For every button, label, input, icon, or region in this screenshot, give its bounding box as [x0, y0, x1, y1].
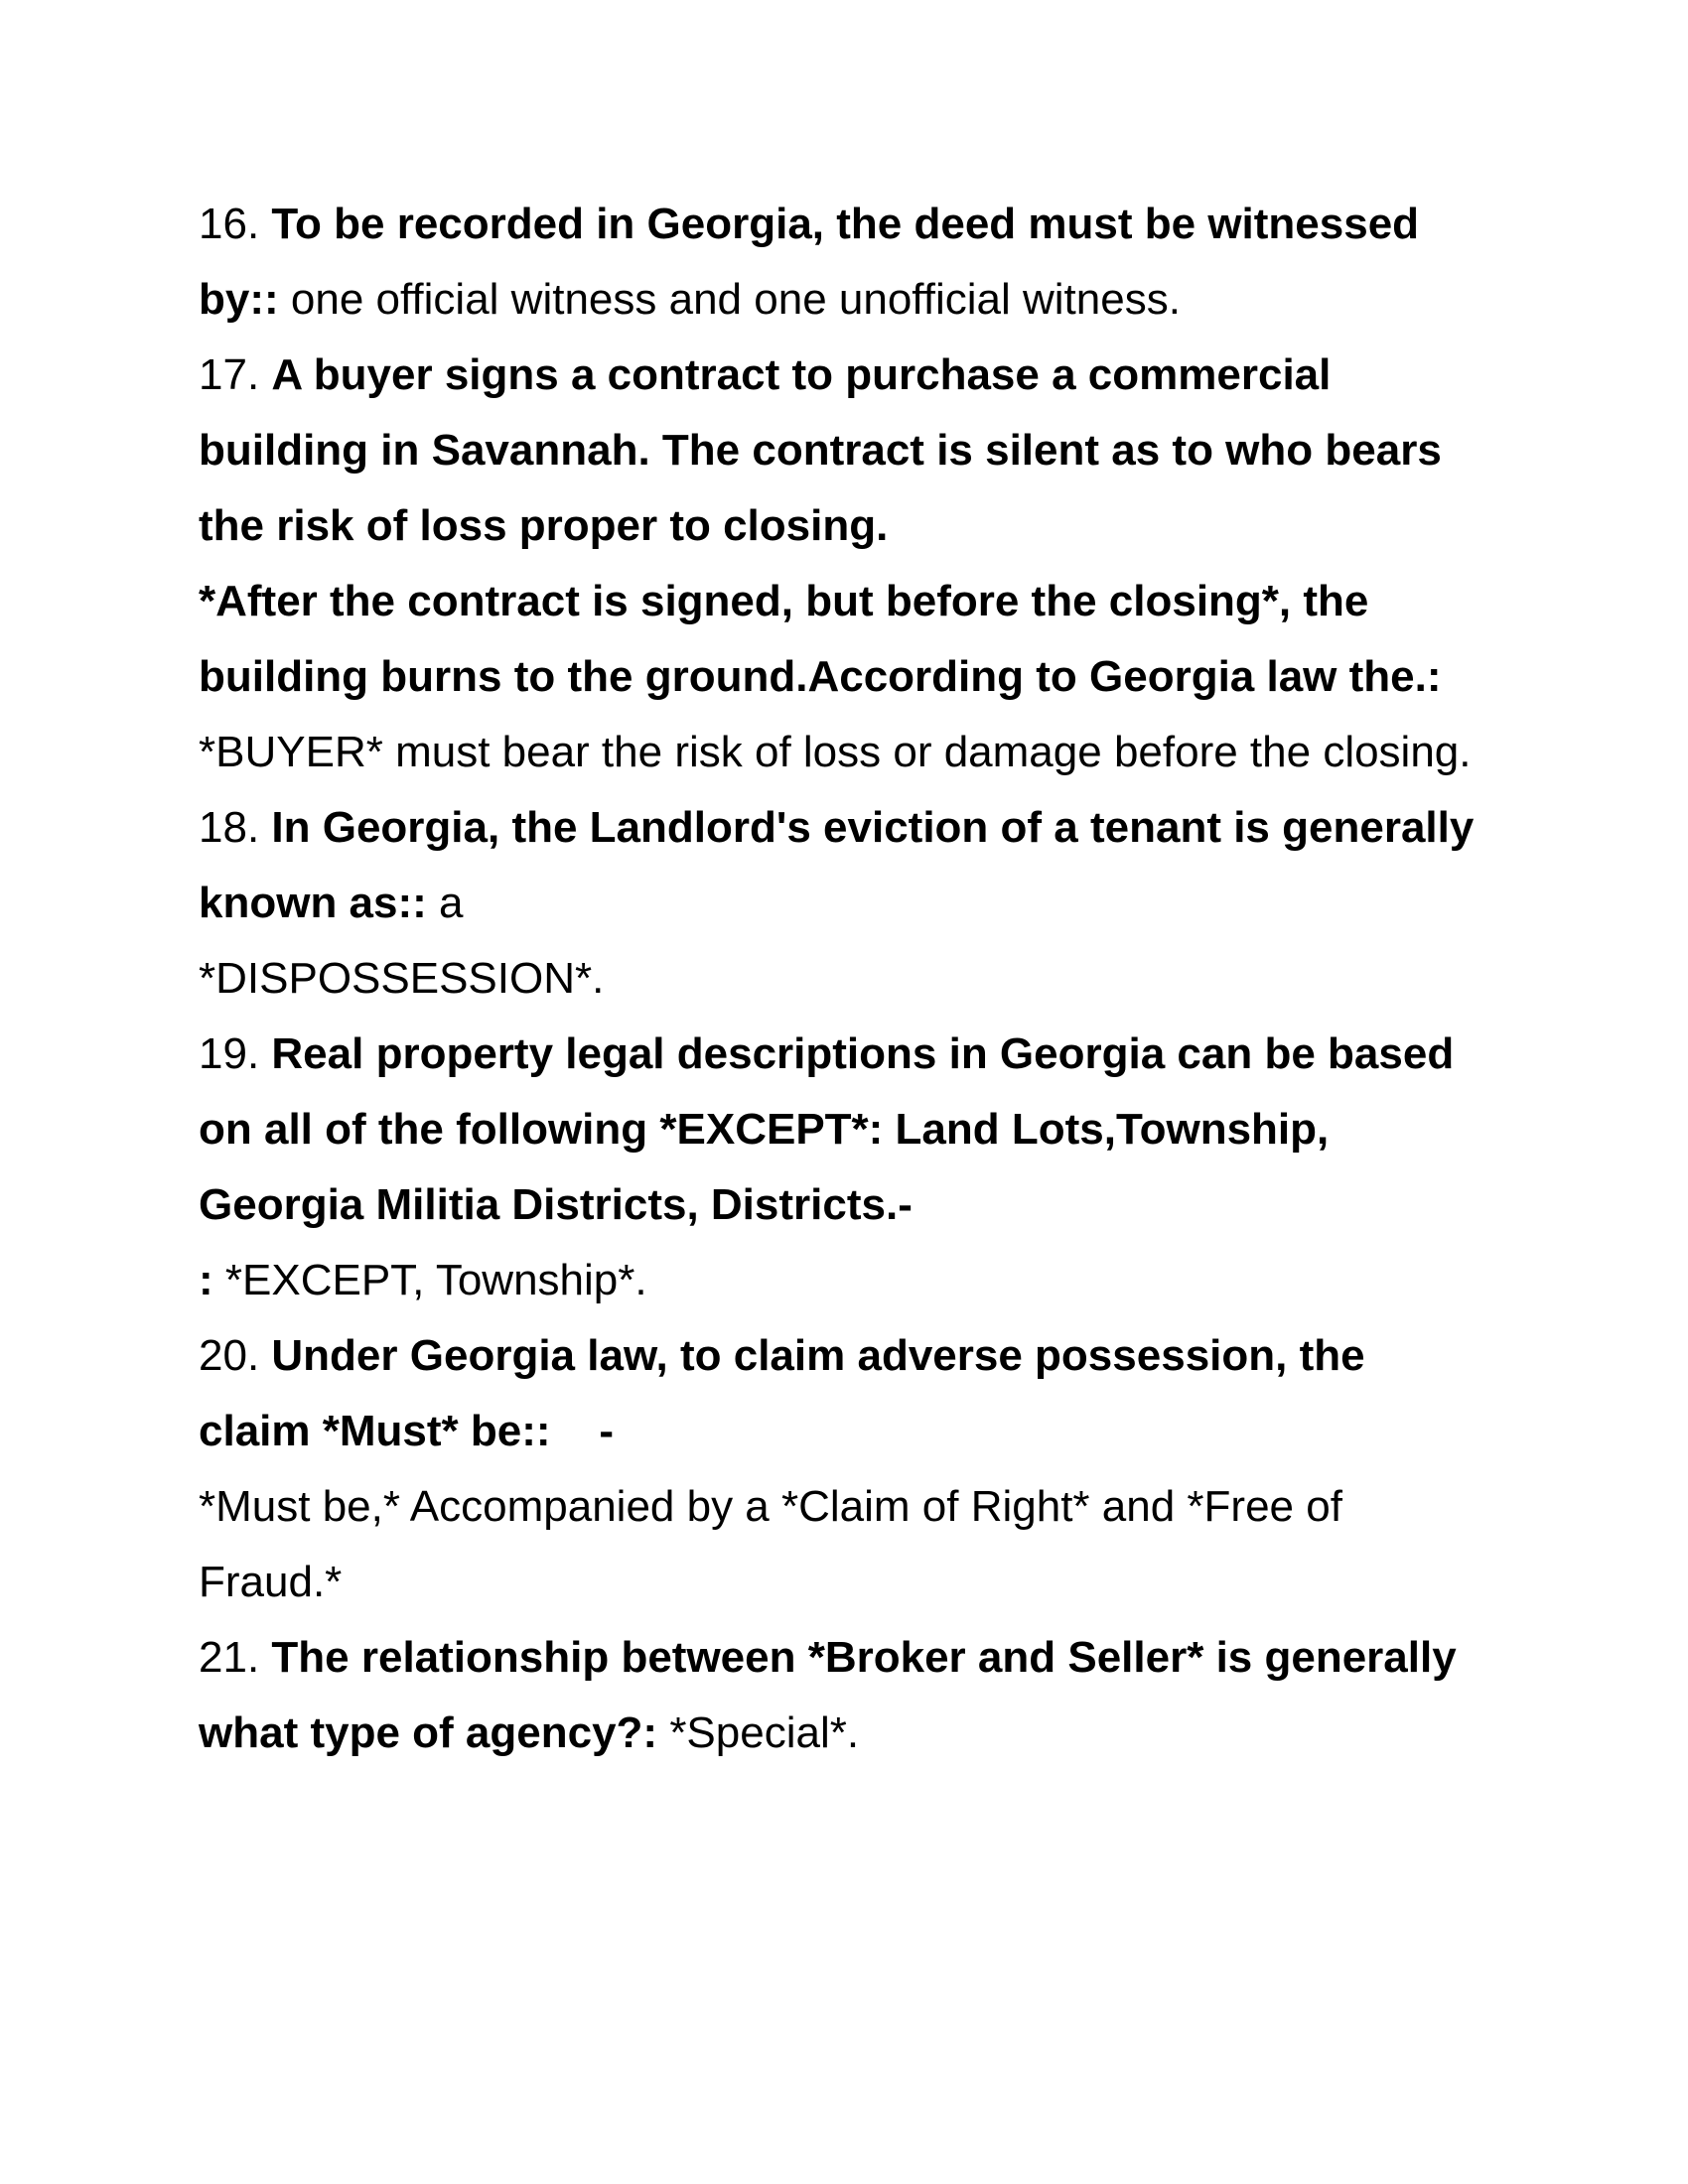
item-number: 21.: [199, 1633, 260, 1682]
item-number: 17.: [199, 350, 260, 399]
question-text: *After the contract is signed, but before the closing*, the: [199, 577, 1369, 625]
question-text: :: [199, 1256, 213, 1304]
question-answer-line: [199, 866, 1489, 941]
question-text: by::: [199, 275, 279, 324]
question-text: Under Georgia law, to claim adverse possession, the: [271, 1331, 1365, 1380]
item-number: 16.: [199, 200, 260, 248]
answer-text: a: [439, 879, 464, 927]
question-line: [199, 1318, 1489, 1394]
question-text: known as::: [199, 879, 427, 927]
question-text: building burns to the ground.According to Georgia law the.:: [199, 652, 1442, 701]
question-line: [199, 1620, 1489, 1696]
qa-item-19: [199, 1017, 1489, 1318]
question-text: To be recorded in Georgia, the deed must be witnessed: [271, 200, 1420, 248]
question-text: building in Savannah. The contract is silent as to who bears: [199, 426, 1442, 475]
answer-text: *EXCEPT, Township*.: [224, 1256, 647, 1304]
qa-item-20: [199, 1318, 1489, 1620]
qa-item-18: [199, 790, 1489, 1017]
answer-text: *DISPOSSESSION*.: [199, 954, 605, 1003]
question-line: [199, 790, 1489, 866]
question-text: the risk of loss proper to closing.: [199, 501, 889, 550]
item-number: 18.: [199, 803, 260, 852]
qa-item-21: [199, 1620, 1489, 1771]
question-text: on all of the following *EXCEPT*: Land Lots,Township,: [199, 1105, 1330, 1154]
item-number: 19.: [199, 1029, 260, 1078]
question-text: claim *Must* be:: -: [199, 1407, 615, 1455]
question-text: Georgia Militia Districts, Districts.-: [199, 1180, 913, 1229]
question-answer-line: [199, 1243, 1489, 1318]
question-text: Real property legal descriptions in Georgia can be based: [271, 1029, 1455, 1078]
question-answer-line: [199, 262, 1489, 338]
answer-text: *BUYER* must bear the risk of loss or damage before the closing.: [199, 728, 1472, 776]
question-line: [199, 1017, 1489, 1092]
document-page: [199, 187, 1489, 1771]
question-text: what type of agency?:: [199, 1708, 658, 1757]
question-text: In Georgia, the Landlord's eviction of a tenant is generally: [271, 803, 1475, 852]
answer-text: Fraud.*: [199, 1558, 343, 1606]
question-text: The relationship between *Broker and Seller* is generally: [271, 1633, 1457, 1682]
question-answer-line: [199, 1696, 1489, 1771]
question-line: [199, 187, 1489, 262]
question-line: [199, 338, 1489, 413]
qa-item-17: [199, 338, 1489, 790]
answer-text: one official witness and one unofficial witness.: [290, 275, 1181, 324]
answer-text: *Must be,* Accompanied by a *Claim of Right* and *Free of: [199, 1482, 1342, 1531]
qa-item-16: [199, 187, 1489, 338]
question-text: A buyer signs a contract to purchase a commercial: [271, 350, 1332, 399]
item-number: 20.: [199, 1331, 260, 1380]
answer-text: *Special*.: [669, 1708, 860, 1757]
